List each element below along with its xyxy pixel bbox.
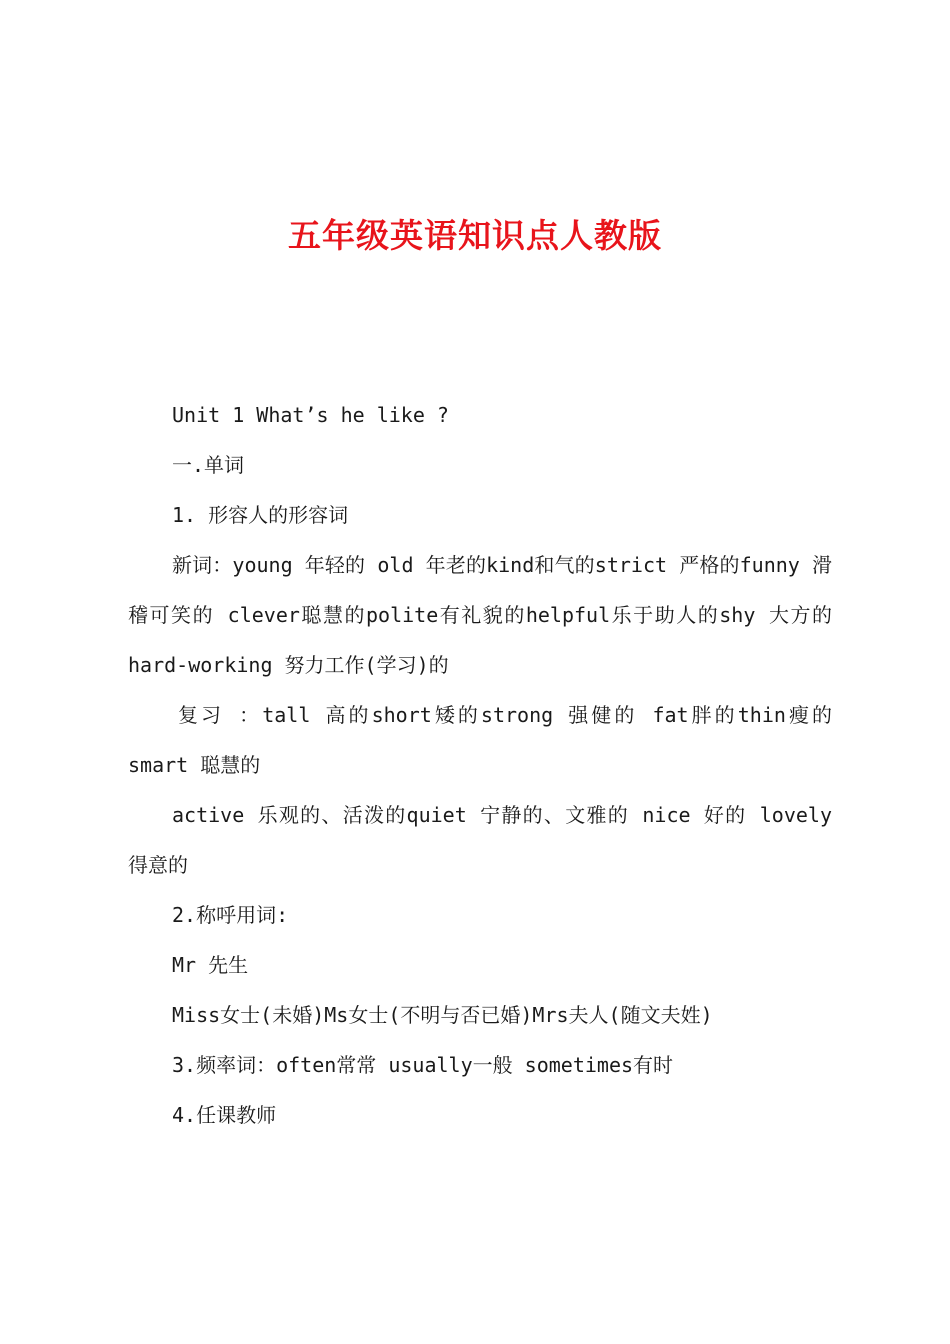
unit-heading: Unit 1 What’s he like ? [172, 403, 449, 427]
more-adjectives-paragraph: active 乐观的、活泼的quiet 宁静的、文雅的 nice 好的 lovely 得意的 [128, 803, 832, 877]
title-mr: Mr 先生 [172, 953, 249, 977]
document-title: 五年级英语知识点人教版 [288, 216, 662, 255]
review-words-paragraph: 复习 ：tall 高的short矮的strong 强健的 fat胖的thin瘦的 smart 聪慧的 [128, 703, 832, 777]
document-body [128, 390, 832, 1140]
subsection-adjectives: 1. 形容人的形容词 [172, 503, 349, 527]
subsection-titles: 2.称呼用词: [172, 903, 289, 927]
frequency-words: 3.频率词：often常常 usually一般 sometimes有时 [172, 1053, 674, 1077]
section-heading-words: 一.单词 [172, 453, 245, 477]
new-words-paragraph: 新词：young 年轻的 old 年老的kind和气的strict 严格的funny 滑稽可笑的 clever聪慧的polite有礼貌的helpful乐于助人的shy 大方的hard-working 努力工作(学习)的 [128, 553, 832, 677]
titles-miss-ms-mrs: Miss女士(未婚)Ms女士(不明与否已婚)Mrs夫人(随文夫姓) [172, 1003, 713, 1027]
subsection-teachers: 4.任课教师 [172, 1103, 277, 1127]
